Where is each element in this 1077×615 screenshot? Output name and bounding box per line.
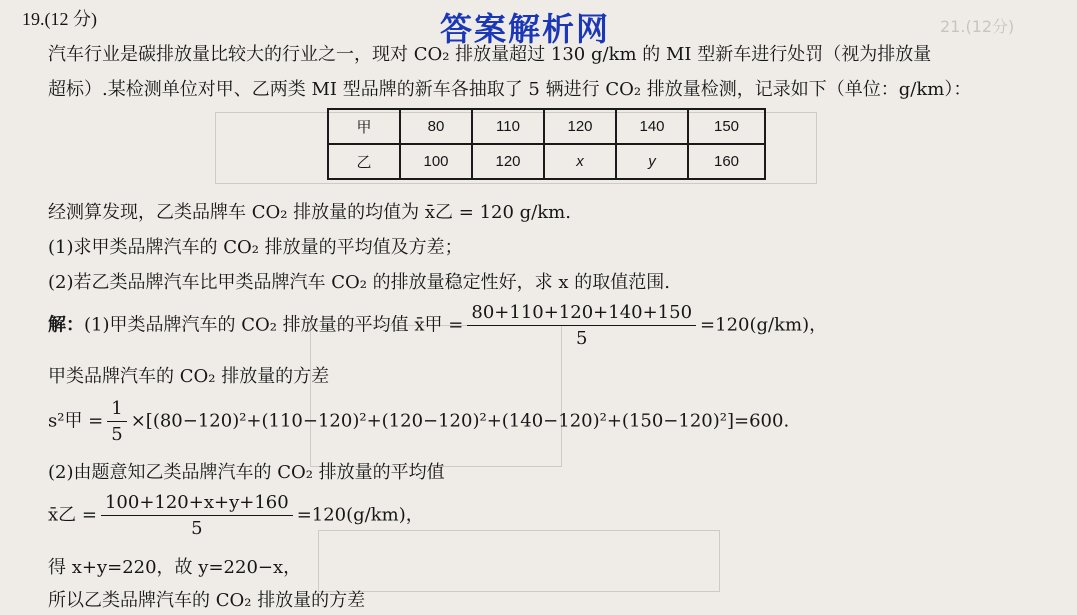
- fraction-numerator: 80+110+120+140+150: [467, 302, 696, 326]
- solution-line-6: 得 x+y=220，故 y=220−x，: [48, 557, 302, 578]
- table-row: [328, 109, 765, 144]
- mean-b-result: =120(g/km)，: [296, 504, 424, 526]
- question-header: 19.(12 分): [22, 9, 97, 29]
- watermark-logo: 答案解析网: [440, 10, 611, 48]
- row-label: 乙: [328, 144, 400, 179]
- emission-data-table: [327, 108, 766, 180]
- table-row: [328, 144, 765, 179]
- mean-fraction: [467, 302, 696, 349]
- fraction-denominator: 5: [111, 424, 123, 445]
- solution-line-3: [48, 398, 789, 445]
- fraction-denominator: 5: [191, 518, 203, 539]
- table-cell: 80: [400, 109, 472, 144]
- table-cell: 100: [400, 144, 472, 179]
- fraction-numerator: 100+120+x+y+160: [101, 492, 293, 516]
- solution-mean-prefix: (1)甲类品牌汽车的 CO₂ 排放量的平均值 x̄甲 =: [84, 314, 464, 336]
- problem-line-1: 汽车行业是碳排放量比较大的行业之一，现对 CO₂ 排放量超过 130 g/km 的 MI 型新车进行处罚（视为排放量: [48, 44, 932, 65]
- problem-part-1: (1)求甲类品牌汽车的 CO₂ 排放量的平均值及方差；: [48, 237, 463, 258]
- solution-line-5: [48, 492, 424, 539]
- solution-line-4: (2)由题意知乙类品牌汽车的 CO₂ 排放量的平均值: [48, 462, 445, 483]
- variance-fraction: [107, 398, 126, 445]
- problem-line-3: 经测算发现，乙类品牌车 CO₂ 排放量的均值为 x̄乙 = 120 g/km.: [48, 202, 571, 223]
- solution-line-1: [48, 302, 827, 349]
- solution-line-2: 甲类品牌汽车的 CO₂ 排放量的方差: [48, 366, 330, 387]
- problem-line-2: 超标）.某检测单位对甲、乙两类 MI 型品牌的新车各抽取了 5 辆进行 CO₂ 排放量检测，记录如下（单位：g/km）：: [48, 79, 972, 100]
- mean-b-fraction: [101, 492, 293, 539]
- table-cell: 140: [616, 109, 688, 144]
- bleed-through-text: 21.(12分): [940, 17, 1015, 36]
- solution-label: 解：: [48, 314, 84, 336]
- mean-symbol: x̄乙 =: [48, 504, 97, 526]
- fraction-numerator: 1: [107, 398, 126, 422]
- table-cell: 160: [688, 144, 765, 179]
- row-label: 甲: [328, 109, 400, 144]
- problem-part-2: (2)若乙类品牌汽车比甲类品牌汽车 CO₂ 的排放量稳定性好，求 x 的取值范围.: [48, 272, 670, 293]
- table-cell: 150: [688, 109, 765, 144]
- variance-expression: ×[(80−120)²+(110−120)²+(120−120)²+(140−120)²+(150−120)²]=600.: [130, 410, 790, 432]
- variance-symbol: s²甲 =: [48, 410, 104, 432]
- table-cell: 110: [472, 109, 544, 144]
- fraction-denominator: 5: [575, 328, 588, 349]
- bleed-through-table: [318, 530, 720, 592]
- table-cell: y: [616, 144, 688, 179]
- table-cell: x: [544, 144, 616, 179]
- mean-result: =120(g/km)，: [700, 314, 828, 336]
- solution-line-7: 所以乙类品牌汽车的 CO₂ 排放量的方差: [48, 590, 366, 611]
- table-cell: 120: [472, 144, 544, 179]
- table-cell: 120: [544, 109, 616, 144]
